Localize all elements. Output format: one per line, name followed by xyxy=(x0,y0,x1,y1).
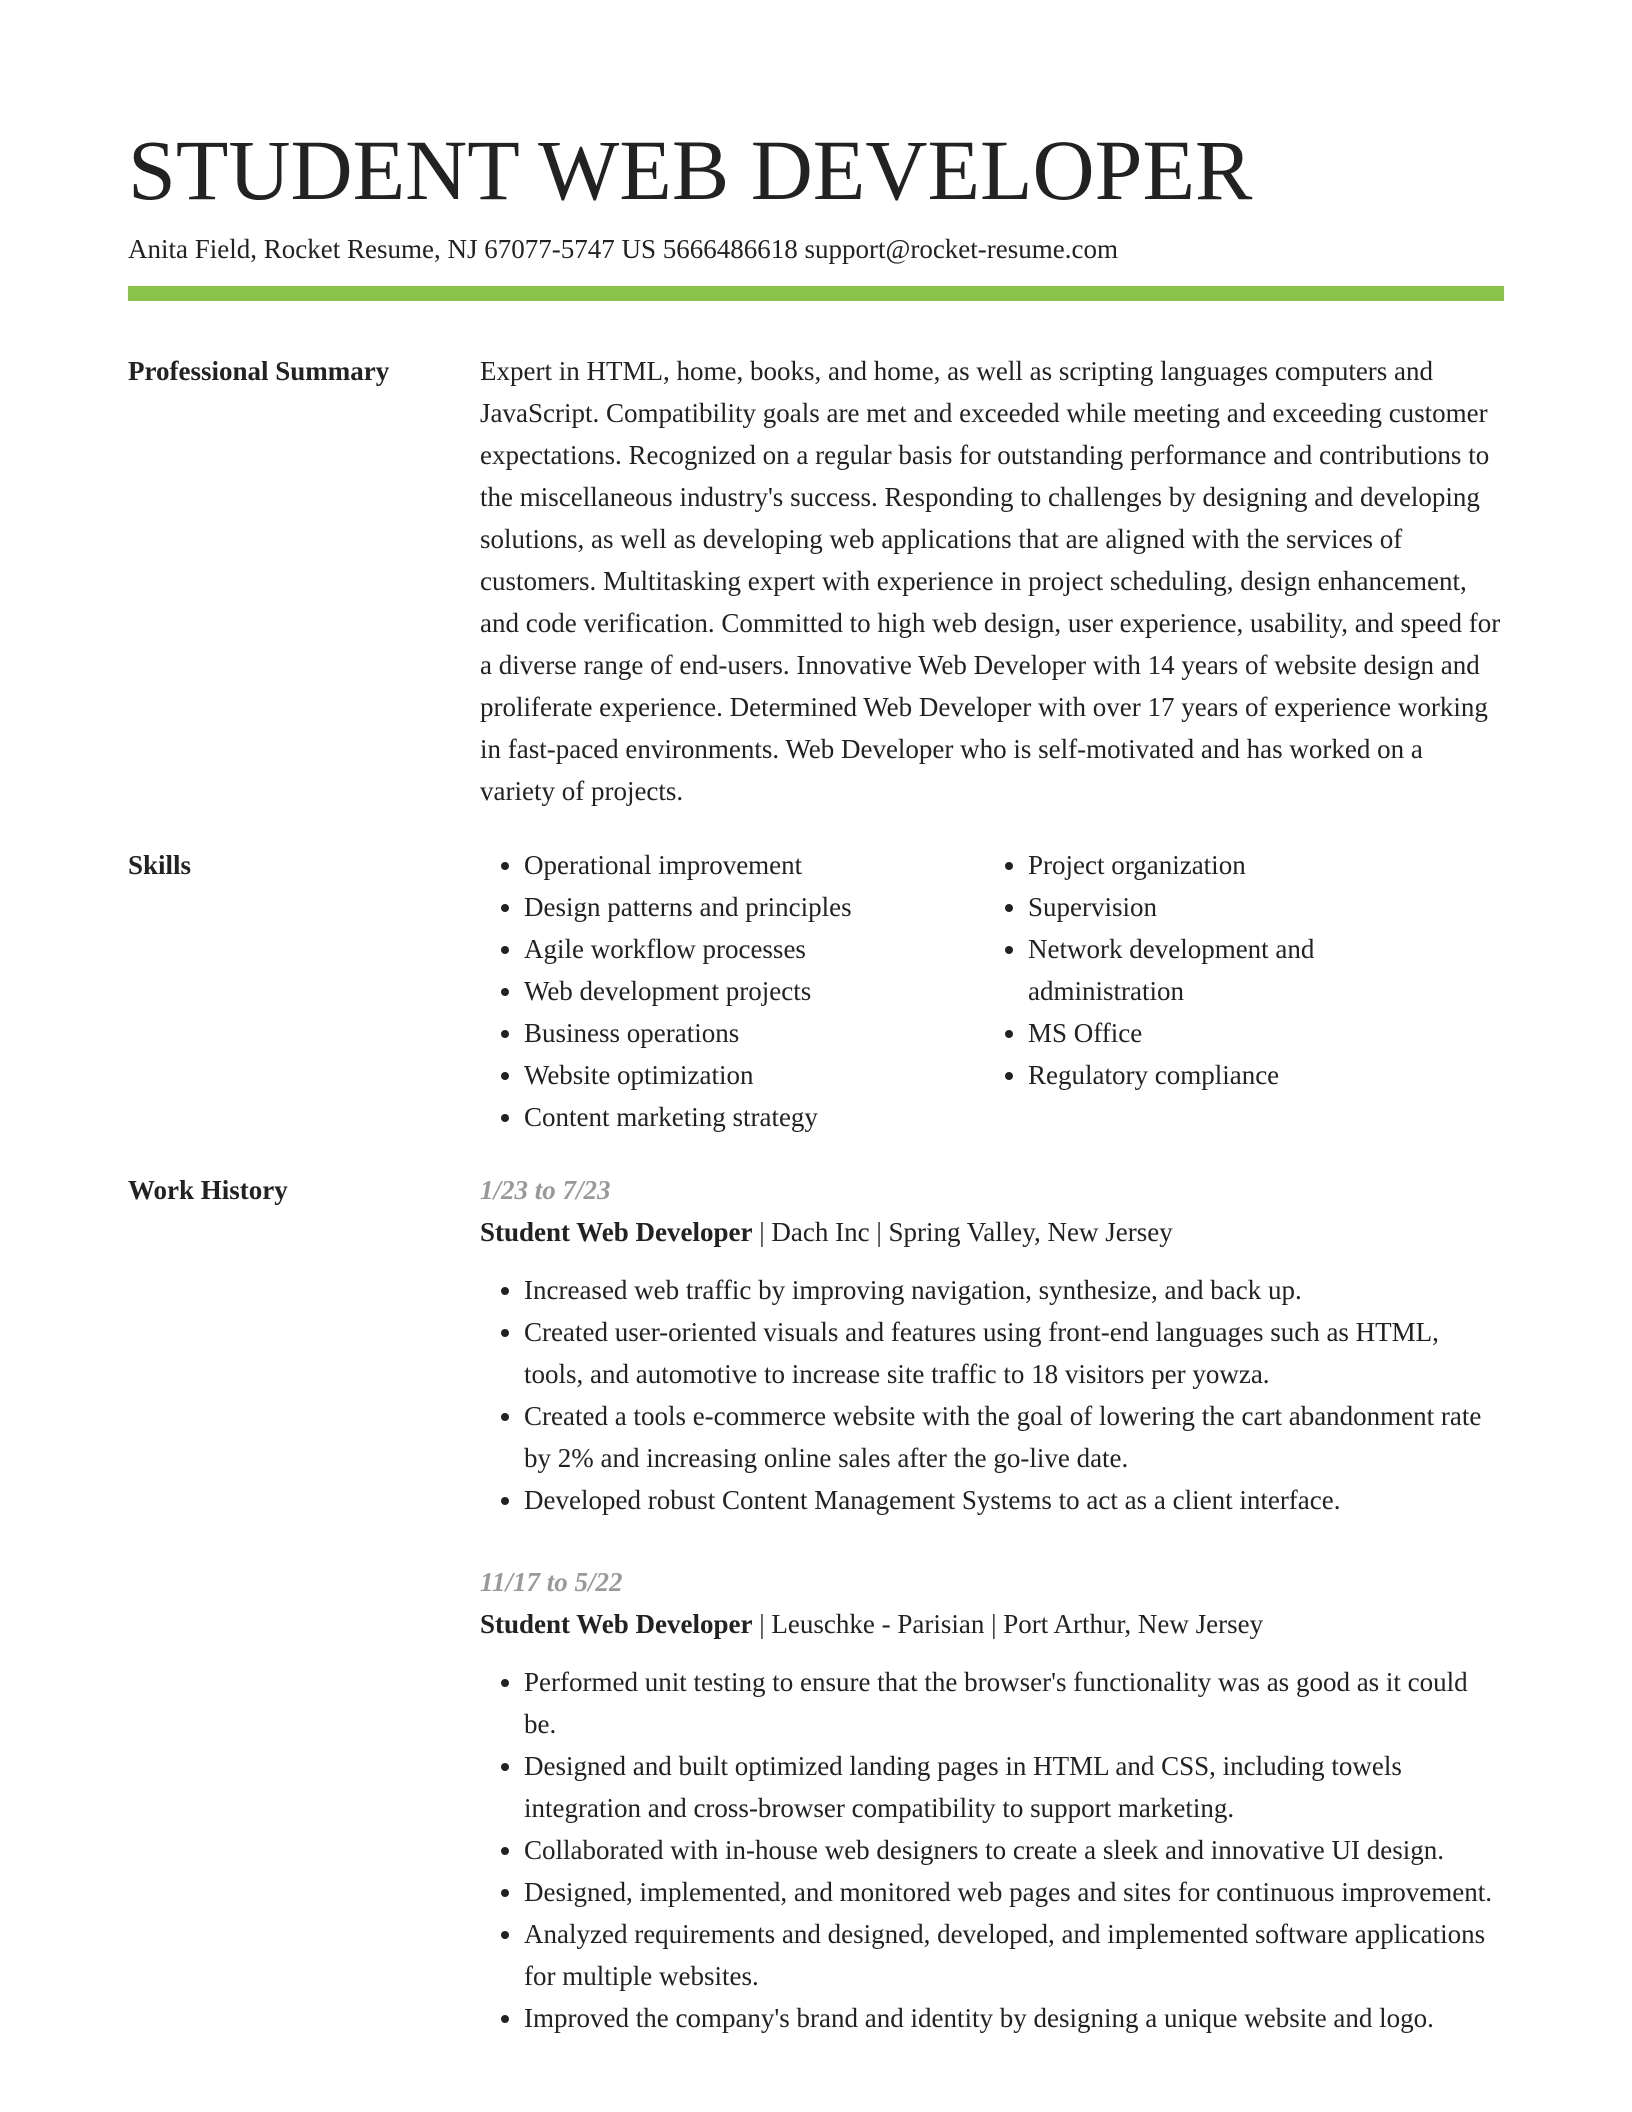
job-title: Student Web Developer xyxy=(480,1609,753,1639)
job-entry xyxy=(480,1561,1504,2039)
job-details: | Leuschke - Parisian | Port Arthur, New Jersey xyxy=(752,1609,1264,1639)
job-bullets xyxy=(480,1269,1504,1521)
summary-text: Expert in HTML, home, books, and home, as well as scripting languages computers and JavaScript. Compatibility goals are met and exceeded while meeting and exceeding customer expectations. Recognized on a regular basis for outstanding performance and contributions to the miscellaneous industry's success. Responding to challenges by designing and developing solutions, as well as developing web applications that are aligned with the services of customers. Multitasking expert with experience in project scheduling, design enhancement, and code verification. Committed to high web design, user experience, usability, and speed for a diverse range of end-users. Innovative Web Developer with 14 years of website design and proliferate experience. Determined Web Developer with over 17 years of experience working in fast-paced environments. Web Developer who is self-motivated and has worked on a variety of projects. xyxy=(480,356,1501,806)
job-title: Student Web Developer xyxy=(480,1217,753,1247)
contact-line: Anita Field, Rocket Resume, NJ 67077-5747 US 5666486618 support@rocket-resume.com xyxy=(128,234,1118,264)
job-bullet: • Created user-oriented visuals and features using front-end languages such as HTML, tools, and automotive to increase site traffic to 18 visitors per yowza. xyxy=(524,1311,1504,1395)
skill-item: • Web development projects xyxy=(524,970,984,1012)
skills-heading: Skills xyxy=(128,850,192,880)
job-bullet: • Developed robust Content Management Systems to act as a client interface. xyxy=(524,1479,1504,1521)
job-title-line xyxy=(480,1603,1504,1645)
job-bullet: • Performed unit testing to ensure that the browser's functionality was as good as it could be. xyxy=(524,1661,1504,1745)
skill-item: • Network development and administration xyxy=(1028,928,1368,1012)
resume-title: STUDENT WEB DEVELOPER xyxy=(128,122,1253,218)
accent-divider xyxy=(128,286,1504,301)
skill-item: • Operational improvement xyxy=(524,844,984,886)
job-dates: 11/17 to 5/22 xyxy=(480,1567,623,1597)
skills-list-left xyxy=(480,844,984,1138)
skill-item: • Business operations xyxy=(524,1012,984,1054)
skill-item: • Agile workflow processes xyxy=(524,928,984,970)
job-entry xyxy=(480,1169,1504,1521)
skill-item: • MS Office xyxy=(1028,1012,1488,1054)
skills-list-right xyxy=(984,844,1488,1096)
skill-item: • Regulatory compliance xyxy=(1028,1054,1488,1096)
job-bullet: • Designed, implemented, and monitored web pages and sites for continuous improvement. xyxy=(524,1871,1504,1913)
job-dates: 1/23 to 7/23 xyxy=(480,1175,611,1205)
job-bullets xyxy=(480,1661,1504,2039)
job-bullet: • Analyzed requirements and designed, developed, and implemented software applications for multiple websites. xyxy=(524,1913,1504,1997)
skill-item: • Supervision xyxy=(1028,886,1488,928)
skill-item: • Project organization xyxy=(1028,844,1488,886)
job-title-line xyxy=(480,1211,1504,1253)
job-bullet: • Created a tools e-commerce website with the goal of lowering the cart abandonment rate by 2% and increasing online sales after the go-live date. xyxy=(524,1395,1504,1479)
skill-item: • Website optimization xyxy=(524,1054,984,1096)
summary-heading: Professional Summary xyxy=(128,356,390,386)
job-bullet: • Improved the company's brand and identity by designing a unique website and logo. xyxy=(524,1997,1504,2039)
job-bullet: • Designed and built optimized landing pages in HTML and CSS, including towels integration and cross-browser compatibility to support marketing. xyxy=(524,1745,1504,1829)
skill-item: • Design patterns and principles xyxy=(524,886,984,928)
job-details: | Dach Inc | Spring Valley, New Jersey xyxy=(752,1217,1173,1247)
work-history-heading: Work History xyxy=(128,1175,288,1205)
job-bullet: • Collaborated with in-house web designers to create a sleek and innovative UI design. xyxy=(524,1829,1504,1871)
skill-item: • Content marketing strategy xyxy=(524,1096,984,1138)
job-bullet: • Increased web traffic by improving navigation, synthesize, and back up. xyxy=(524,1269,1504,1311)
